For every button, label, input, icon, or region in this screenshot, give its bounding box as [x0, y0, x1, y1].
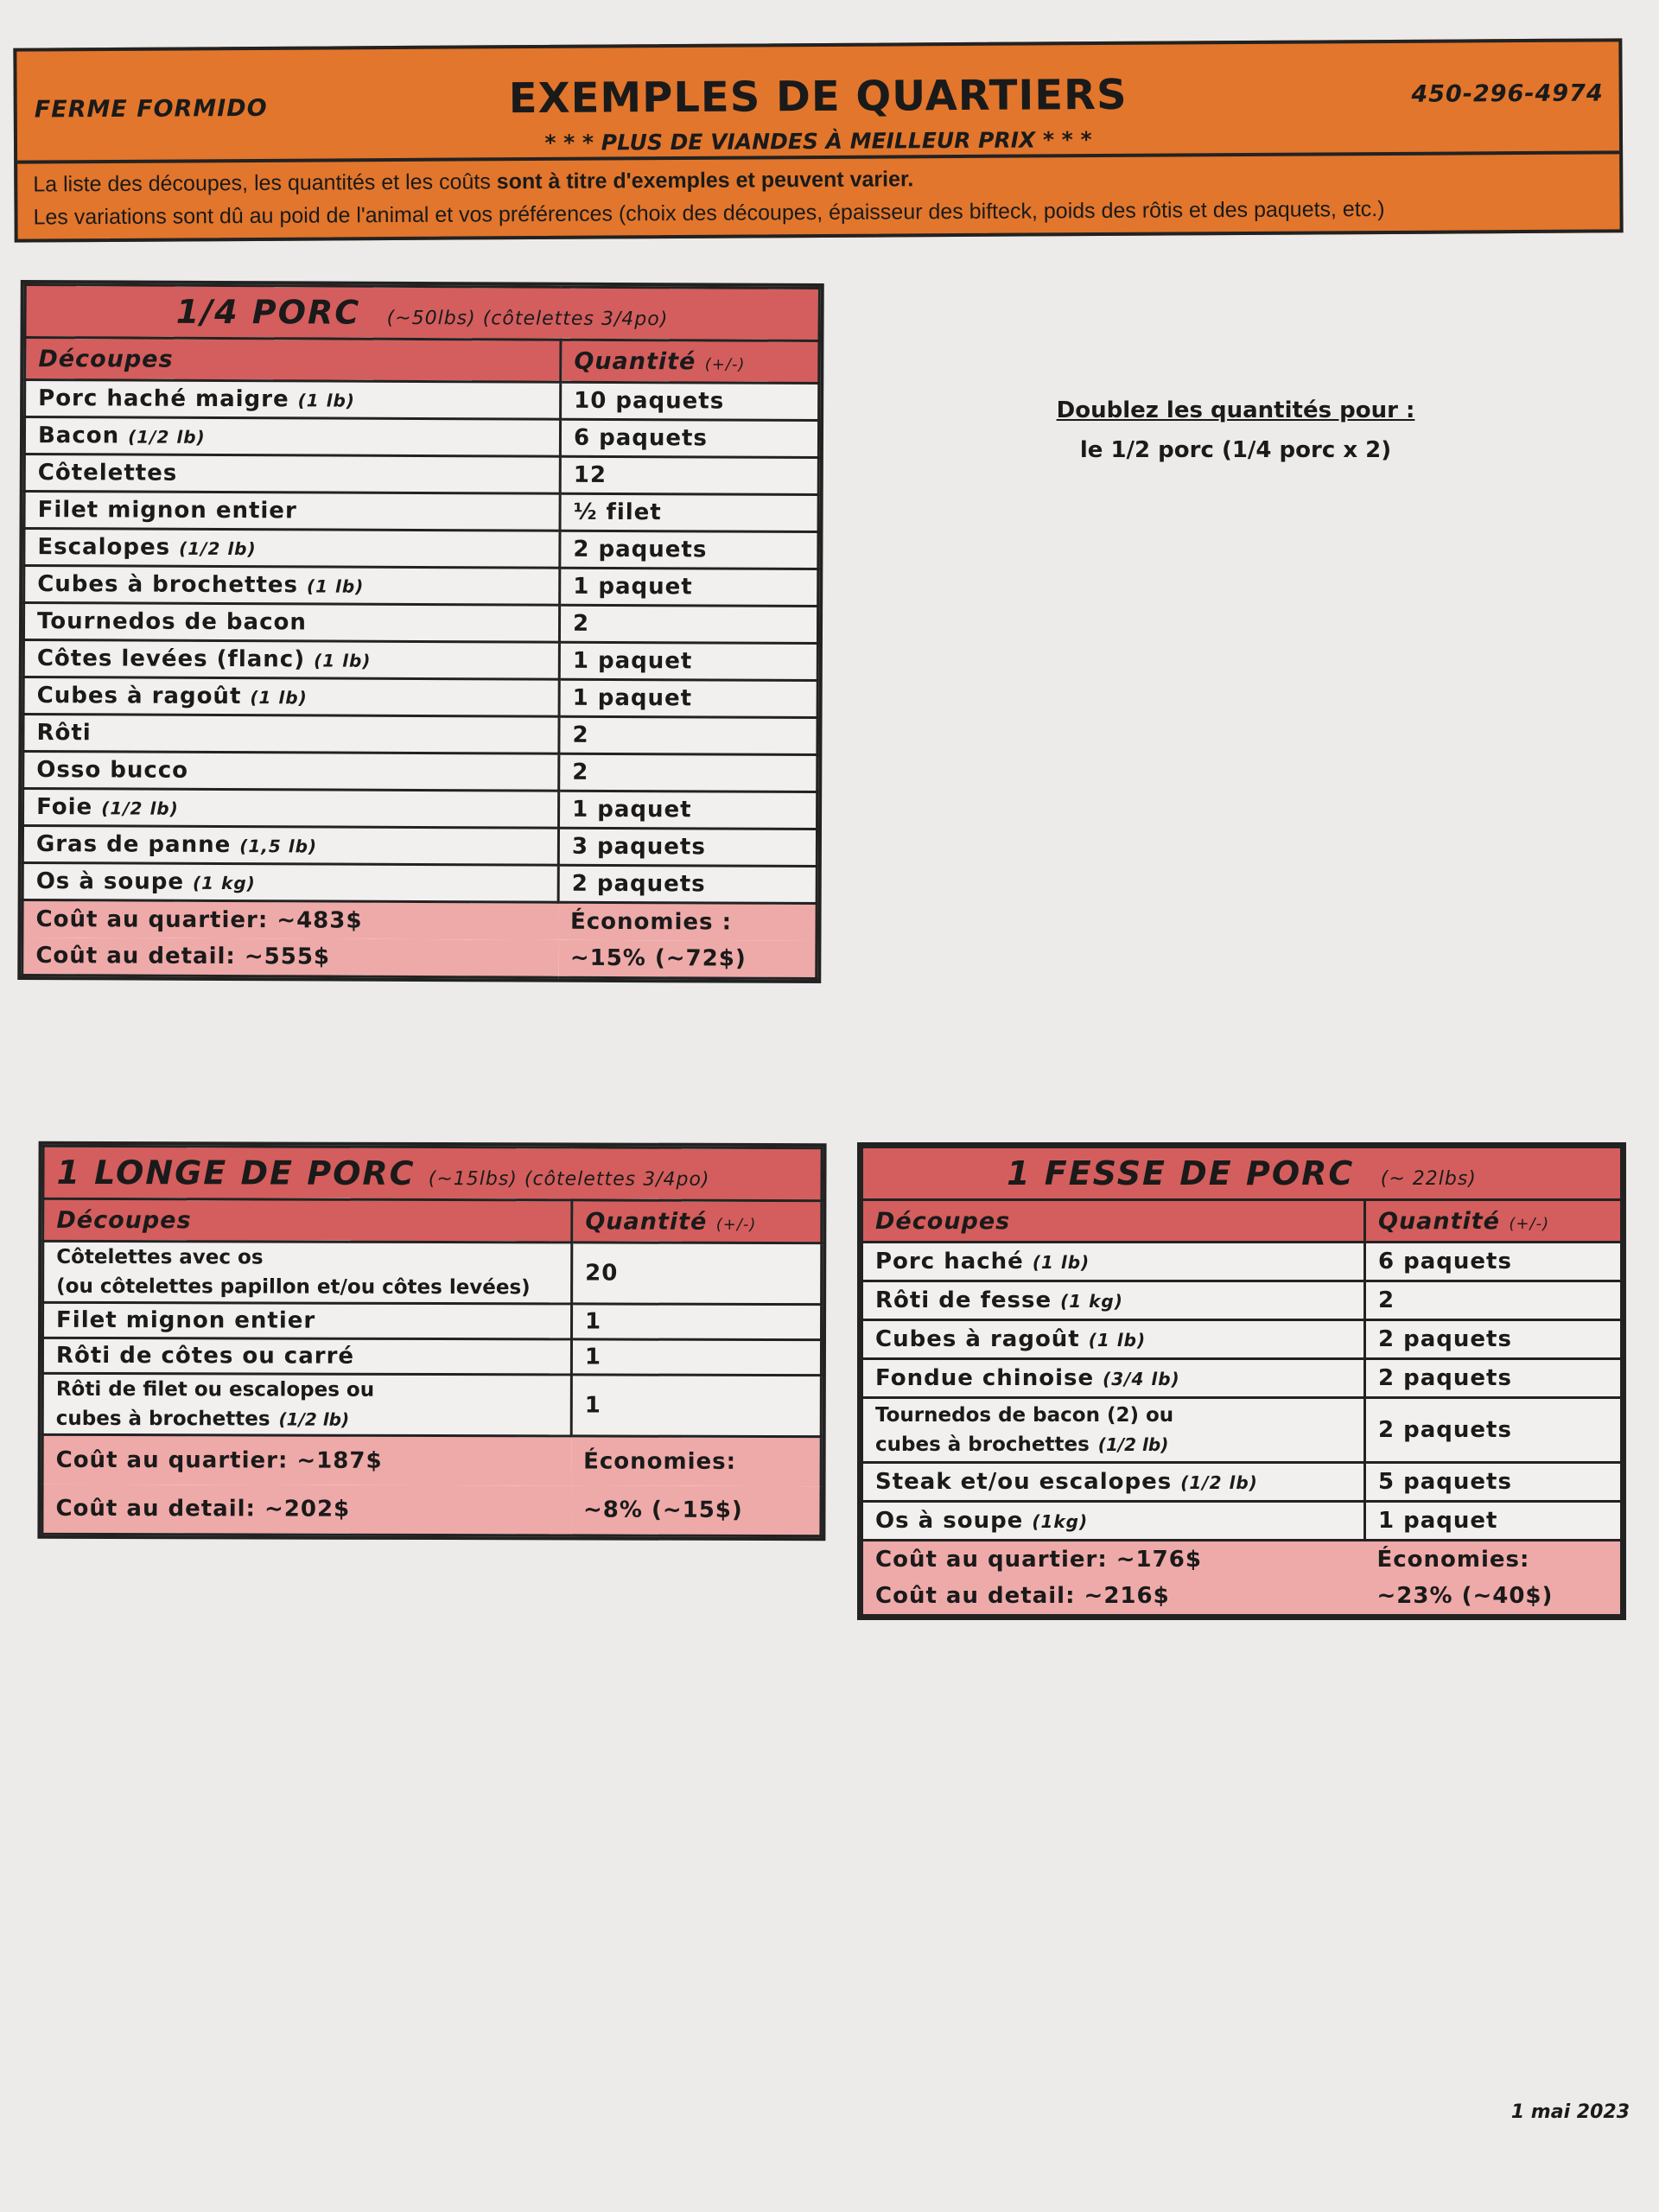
cut-name: Tournedos de bacon	[23, 602, 559, 642]
col-qty-header: Quantité (+/-)	[572, 1200, 822, 1243]
table-row	[862, 1463, 1622, 1502]
table-row	[862, 1281, 1622, 1320]
table-title: 1 LONGE DE PORC (~15lbs) (côtelettes 3/4po)	[43, 1146, 822, 1200]
table-row	[42, 1338, 821, 1375]
cut-quantity: 1 paquet	[1365, 1502, 1622, 1541]
cut-quantity: 12	[560, 456, 818, 494]
cut-name: Bacon (1/2 lb)	[24, 416, 560, 456]
cut-name: Rôti de fesse (1 kg)	[862, 1281, 1365, 1320]
cut-name: Rôti	[23, 714, 559, 753]
table-title: 1/4 PORC (~50lbs) (côtelettes 3/4po)	[25, 284, 819, 340]
table-row	[862, 1359, 1622, 1398]
cost-detail: Coût au detail: ~216$	[862, 1578, 1365, 1616]
cost-row	[22, 899, 817, 941]
cost-row	[42, 1484, 821, 1536]
disclaimer-line-2: Les variations sont dû au poid de l'animal et vos préférences (choix des découpes, épaisseur des bifteck, poids des rôtis et des paquets, etc.)	[33, 196, 1385, 230]
cut-name: Os à soupe (1 kg)	[22, 862, 558, 902]
savings-value: ~15% (~72$)	[558, 940, 817, 979]
table-row	[24, 454, 818, 494]
cut-quantity: 1	[571, 1339, 821, 1376]
cut-name: Fondue chinoise (3/4 lb)	[862, 1359, 1365, 1398]
cut-quantity: 6 paquets	[560, 419, 818, 457]
cut-name: Rôti de côtes ou carré	[42, 1338, 571, 1375]
cut-name: Os à soupe (1kg)	[862, 1502, 1365, 1541]
cut-quantity: 1	[572, 1304, 822, 1340]
cut-quantity: 1 paquet	[559, 679, 817, 717]
cut-quantity: 2	[559, 605, 817, 643]
header-banner	[13, 38, 1623, 242]
pork-loin-table	[37, 1141, 826, 1541]
cut-name: Cubes à ragoût (1 lb)	[23, 677, 559, 716]
col-qty-header: Quantité (+/-)	[561, 340, 819, 383]
cost-detail: Coût au detail: ~202$	[42, 1484, 571, 1535]
cost-row	[42, 1434, 821, 1486]
page-subtitle: * * * PLUS DE VIANDES À MEILLEUR PRIX * * *	[544, 127, 1092, 156]
cut-name: Foie (1/2 lb)	[23, 788, 559, 828]
table-row	[862, 1502, 1622, 1541]
double-quantities-note	[985, 391, 1486, 470]
table-row	[24, 528, 818, 569]
cut-quantity: 2 paquets	[558, 865, 817, 903]
cost-row	[862, 1578, 1622, 1616]
table-row	[25, 379, 819, 420]
cut-quantity: 5 paquets	[1365, 1463, 1622, 1502]
cut-quantity: 2 paquets	[1365, 1320, 1622, 1359]
cut-quantity: 6 paquets	[1365, 1243, 1622, 1281]
cut-name: Côtelettes	[24, 454, 560, 493]
disclaimer-bold: sont à titre d'exemples et peuvent varier.	[496, 167, 914, 194]
cut-quantity: 2	[559, 753, 817, 791]
col-qty-header: Quantité (+/-)	[1365, 1200, 1622, 1243]
document-date: 1 mai 2023	[1510, 2101, 1630, 2123]
table-row	[23, 602, 817, 643]
table-row	[23, 788, 817, 829]
cut-name: Filet mignon entier	[24, 491, 560, 531]
cut-name: Tournedos de bacon (2) ou cubes à brochettes (1/2 lb)	[862, 1398, 1365, 1463]
cut-name: Porc haché (1 lb)	[862, 1243, 1365, 1281]
table-row	[43, 1241, 822, 1304]
savings-label: Économies:	[1365, 1541, 1622, 1579]
savings-label: Économies:	[571, 1436, 821, 1486]
cut-name: Porc haché maigre (1 lb)	[25, 379, 561, 419]
cost-quarter: Coût au quartier: ~483$	[22, 899, 558, 939]
cost-row	[862, 1541, 1622, 1579]
cost-detail: Coût au detail: ~555$	[22, 938, 558, 977]
cut-quantity: 2	[559, 716, 817, 754]
cost-quarter: Coût au quartier: ~176$	[862, 1541, 1365, 1579]
cut-quantity: 2 paquets	[1365, 1359, 1622, 1398]
double-note-line-1: Doublez les quantités pour :	[1056, 397, 1415, 423]
cut-quantity: 10 paquets	[561, 382, 819, 420]
cut-quantity: 1 paquet	[560, 568, 818, 606]
table-row	[24, 565, 818, 606]
table-row	[24, 491, 818, 531]
table-header	[25, 337, 819, 383]
cut-name: Rôti de filet ou escalopes ou cubes à brochettes (1/2 lb)	[42, 1373, 571, 1436]
cut-quantity: 2 paquets	[1365, 1398, 1622, 1463]
cut-quantity: 2	[1365, 1281, 1622, 1320]
cut-quantity: 1 paquet	[559, 791, 817, 829]
cut-name: Escalopes (1/2 lb)	[24, 528, 560, 568]
cut-quantity: 2 paquets	[560, 531, 818, 569]
farm-name: FERME FORMIDO	[34, 94, 268, 124]
header-top	[16, 41, 1619, 163]
pork-ham-table	[857, 1142, 1626, 1620]
cut-name: Côtelettes avec os (ou côtelettes papillon et/ou côtes levées)	[43, 1241, 572, 1304]
quarter-pork-table	[17, 280, 824, 983]
cut-quantity: 3 paquets	[558, 828, 817, 866]
table-row	[24, 416, 818, 457]
table-row	[22, 862, 817, 903]
phone-number: 450-296-4974	[1411, 79, 1604, 108]
table-title: 1 FESSE DE PORC (~ 22lbs)	[862, 1147, 1622, 1200]
table-row	[23, 714, 817, 754]
cut-name: Cubes à ragoût (1 lb)	[862, 1320, 1365, 1359]
col-cut-header: Découpes	[43, 1198, 572, 1243]
savings-label: Économies :	[558, 902, 817, 941]
table-row	[862, 1243, 1622, 1281]
table-row	[862, 1320, 1622, 1359]
cut-name: Cubes à brochettes (1 lb)	[24, 565, 560, 605]
table-row	[862, 1398, 1622, 1463]
cut-name: Gras de panne (1,5 lb)	[22, 825, 558, 865]
page-title: EXEMPLES DE QUARTIERS	[508, 70, 1128, 124]
col-cut-header: Découpes	[862, 1200, 1365, 1243]
table-header	[43, 1198, 822, 1243]
cut-quantity: 1	[571, 1375, 821, 1437]
col-cut-header: Découpes	[25, 337, 561, 382]
cut-name: Filet mignon entier	[43, 1302, 572, 1339]
cost-quarter: Coût au quartier: ~187$	[42, 1434, 571, 1485]
cut-quantity: 20	[572, 1243, 822, 1305]
table-row	[22, 825, 817, 866]
savings-value: ~23% (~40$)	[1365, 1578, 1622, 1616]
table-row	[23, 639, 817, 680]
disclaimer-line-1	[33, 167, 913, 197]
cut-quantity: ½ filet	[560, 493, 818, 531]
cost-row	[22, 938, 817, 979]
table-row	[23, 751, 817, 791]
table-header	[862, 1200, 1622, 1243]
disclaimer-plain: La liste des découpes, les quantités et les coûts	[33, 169, 497, 197]
table-row	[42, 1373, 821, 1436]
table-row	[43, 1302, 822, 1339]
table-row	[23, 677, 817, 717]
cut-name: Osso bucco	[23, 751, 559, 791]
cut-name: Steak et/ou escalopes (1/2 lb)	[862, 1463, 1365, 1502]
double-note-line-2: le 1/2 porc (1/4 porc x 2)	[1079, 437, 1392, 463]
savings-value: ~8% (~15$)	[571, 1485, 821, 1535]
cut-name: Côtes levées (flanc) (1 lb)	[23, 639, 559, 679]
cut-quantity: 1 paquet	[559, 642, 817, 680]
